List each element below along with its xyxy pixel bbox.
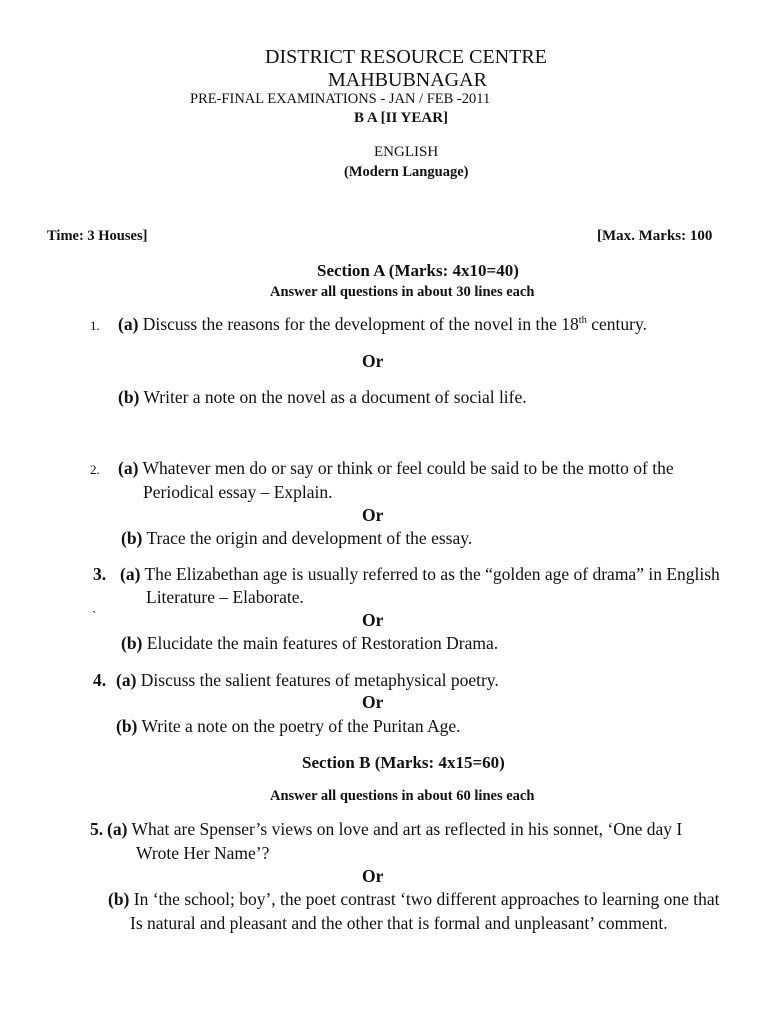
question-part-a <box>118 460 674 478</box>
question-part-b <box>121 530 472 548</box>
part-label: (b) <box>108 889 130 909</box>
question-part-a <box>118 316 647 334</box>
section-instruction: Answer all questions in about 60 lines each <box>270 788 535 804</box>
question-part-a <box>120 566 720 584</box>
question-part-b <box>121 635 498 653</box>
question-part-b <box>108 891 720 909</box>
part-label: (a) <box>107 819 128 839</box>
question-part-b <box>118 389 527 407</box>
part-label: (a) <box>120 564 141 584</box>
question-text: Writer a note on the novel as a document of social life. <box>143 387 527 407</box>
question-text-continued: Periodical essay – Explain. <box>143 482 333 502</box>
section-instruction: Answer all questions in about 30 lines each <box>270 284 535 300</box>
question-part-a <box>116 672 499 690</box>
question-number: 2. <box>90 462 100 477</box>
exam-duration: Time: 3 Houses] <box>47 228 148 244</box>
section-title: Section A (Marks: 4x10=40) <box>317 261 519 280</box>
question-text: Whatever men do or say or think or feel could be said to be the motto of the <box>142 458 674 478</box>
question-text-continued: Literature – Elaborate. <box>146 587 304 607</box>
question-text: What are Spenser’s views on love and art as reflected in his sonnet, ‘One day I <box>131 819 683 839</box>
question-number: 1. <box>90 318 100 333</box>
question-text: Elucidate the main features of Restoration Drama. <box>146 633 499 653</box>
part-label: (a) <box>118 458 139 478</box>
question-text: The Elizabethan age is usually referred to as the “golden age of drama” in English <box>144 564 720 584</box>
part-label: (b) <box>116 716 138 736</box>
question-number: 4. <box>93 670 107 690</box>
institution-location: MAHBUBNAGAR <box>328 69 487 91</box>
or-separator: Or <box>362 505 384 525</box>
or-separator: Or <box>362 692 384 712</box>
section-title: Section B (Marks: 4x15=60) <box>302 753 505 772</box>
question-text-continued: Is natural and pleasant and the other that is formal and unpleasant’ comment. <box>130 913 668 933</box>
paper-name: (Modern Language) <box>344 164 469 180</box>
or-separator: Or <box>362 610 384 630</box>
exam-title: PRE-FINAL EXAMINATIONS - JAN / FEB -2011 <box>190 91 491 107</box>
question-text: Discuss the reasons for the development of the novel in the 18 <box>142 314 579 334</box>
part-label: (b) <box>121 528 143 548</box>
or-separator: Or <box>362 351 384 371</box>
question-part-b <box>116 718 461 736</box>
question-text-end: century. <box>586 314 647 334</box>
question-text: Write a note on the poetry of the Puritan Age. <box>141 716 461 736</box>
question-text: Trace the origin and development of the essay. <box>146 528 473 548</box>
part-label: (b) <box>121 633 143 653</box>
superscript-ordinal: th <box>578 315 587 327</box>
course-name: B A [II YEAR] <box>354 110 449 126</box>
subject-name: ENGLISH <box>374 144 439 160</box>
question-number: 5. <box>90 819 104 839</box>
part-label: (b) <box>118 387 140 407</box>
stray-mark: ` <box>92 608 97 623</box>
question-text: Discuss the salient features of metaphysical poetry. <box>140 670 499 690</box>
part-label: (a) <box>118 314 139 334</box>
institution-name: DISTRICT RESOURCE CENTRE <box>265 46 547 68</box>
max-marks: [Max. Marks: 100 <box>597 228 713 244</box>
question-text: In ‘the school; boy’, the poet contrast ‘two different approaches to learning one that <box>133 889 720 909</box>
question-part-a <box>107 821 682 839</box>
part-label: (a) <box>116 670 137 690</box>
question-text-continued: Wrote Her Name’? <box>136 843 270 863</box>
or-separator: Or <box>362 866 384 886</box>
question-number: 3. <box>93 564 107 584</box>
